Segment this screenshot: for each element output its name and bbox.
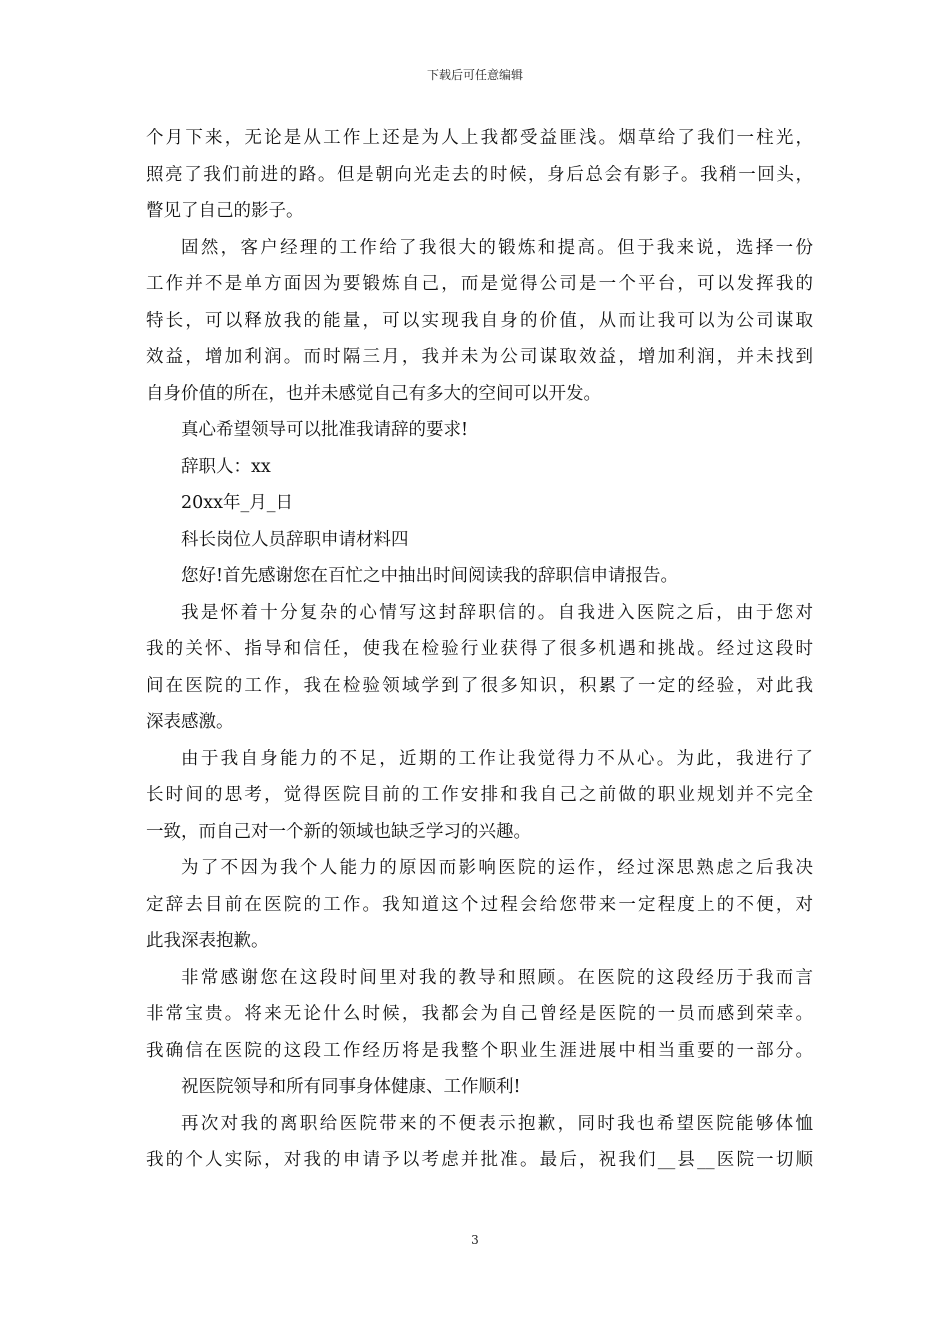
text-line: 瞥见了自己的影子。 [146, 201, 304, 221]
text-line: 为了不因为我个人能力的原因而影响医院的运作，经过深思熟虑之后我决 [181, 858, 813, 878]
page-number: 3 [471, 1233, 479, 1247]
text-line: 工作并不是单方面因为要锻炼自己，而是觉得公司是一个平台，可以发挥我的 [146, 274, 813, 294]
text-line: 我的个人实际，对我的申请予以考虑并批准。最后，祝我们__县__医院一切顺 [146, 1150, 813, 1170]
text-line: 非常宝贵。将来无论什么时候，我都会为自己曾经是医院的一员而感到荣幸。 [146, 1004, 813, 1024]
text-line: 真心希望领导可以批准我请辞的要求! [181, 420, 469, 440]
text-line: 效益，增加利润。而时隔三月，我并未为公司谋取效益，增加利润，并未找到 [146, 347, 813, 367]
text-line: 定辞去目前在医院的工作。我知道这个过程会给您带来一定程度上的不便，对 [146, 894, 813, 915]
text-line: 一致，而自己对一个新的领域也缺乏学习的兴趣。 [146, 821, 531, 842]
text-line: 长时间的思考，觉得医院目前的工作安排和我自己之前做的职业规划并不完全 [146, 785, 813, 805]
text-line: 个月下来，无论是从工作上还是为人上我都受益匪浅。烟草给了我们一柱光， [146, 128, 813, 148]
page-header: 下载后可任意编辑 [426, 68, 523, 82]
text-line: 此我深表抱歉。 [146, 931, 269, 951]
text-line: 祝医院领导和所有同事身体健康、工作顺利! [181, 1077, 521, 1097]
text-line: 自身价值的所在，也并未感觉自己有多大的空间可以开发。 [146, 383, 601, 404]
text-line: 深表感激。 [146, 712, 234, 732]
text-line: 特长，可以释放我的能量，可以实现我自身的价值，从而让我可以为公司谋取 [146, 310, 813, 331]
text-line: 再次对我的离职给医院带来的不便表示抱歉，同时我也希望医院能够体恤 [181, 1113, 813, 1134]
text-line: 我的关怀、指导和信任，使我在检验行业获得了很多机遇和挑战。经过这段时 [146, 639, 813, 659]
document-body [146, 120, 813, 1179]
text-line: 固然，客户经理的工作给了我很大的锻炼和提高。但于我来说，选择一份 [181, 237, 813, 258]
text-line: 间在医院的工作，我在检验领域学到了很多知识，积累了一定的经验，对此我 [146, 675, 813, 696]
text-line: 科长岗位人员辞职申请材料四 [181, 529, 409, 550]
text-line: 非常感谢您在这段时间里对我的教导和照顾。在医院的这段经历于我而言 [181, 967, 813, 988]
text-line: 辞职人：xx [181, 456, 271, 477]
text-line: 我确信在医院的这段工作经历将是我整个职业生涯进展中相当重要的一部分。 [146, 1040, 813, 1061]
text-line: 20xx年_月_日 [181, 493, 294, 513]
text-line: 您好!首先感谢您在百忙之中抽出时间阅读我的辞职信申请报告。 [181, 566, 679, 586]
text-line: 我是怀着十分复杂的心情写这封辞职信的。自我进入医院之后，由于您对 [181, 602, 813, 623]
text-line: 照亮了我们前进的路。但是朝向光走去的时候，身后总会有影子。我稍一回头， [146, 164, 813, 185]
text-line: 由于我自身能力的不足，近期的工作让我觉得力不从心。为此，我进行了 [181, 748, 813, 769]
